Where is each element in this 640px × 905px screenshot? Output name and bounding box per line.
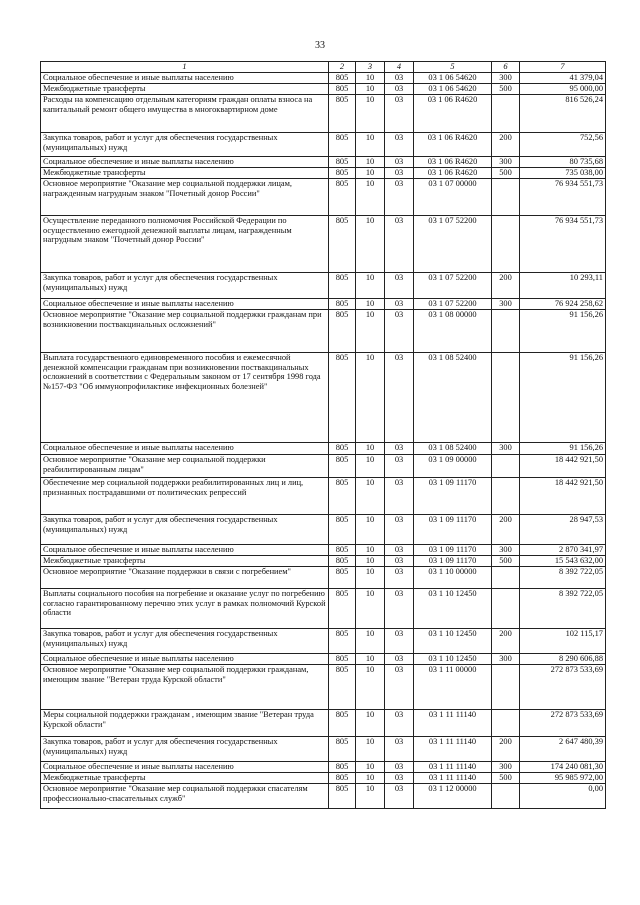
row-name: Межбюджетные трансферты (41, 168, 329, 179)
header-col-4: 4 (385, 62, 414, 73)
row-code-target: 03 1 06 54620 (414, 84, 492, 95)
row-code-section: 10 (356, 773, 385, 784)
row-code-expense-type (492, 95, 520, 133)
row-code-expense-type: 300 (492, 545, 520, 556)
table-row (41, 567, 606, 589)
row-code-admin: 805 (329, 353, 356, 443)
table-row (41, 589, 606, 629)
row-code-expense-type (492, 665, 520, 710)
row-code-target: 03 1 10 12450 (414, 589, 492, 629)
table-row (41, 762, 606, 773)
row-amount: 95 000,00 (520, 84, 606, 95)
row-code-expense-type: 300 (492, 443, 520, 455)
row-code-subsection: 03 (385, 310, 414, 353)
table-row (41, 353, 606, 443)
table-header-row (41, 62, 606, 73)
row-code-section: 10 (356, 443, 385, 455)
table-row (41, 310, 606, 353)
table-row (41, 216, 606, 273)
budget-table (40, 61, 606, 809)
row-code-subsection: 03 (385, 273, 414, 299)
row-amount: 8 290 606,88 (520, 654, 606, 665)
row-amount: 102 115,17 (520, 629, 606, 654)
table-row (41, 665, 606, 710)
table-row (41, 515, 606, 545)
row-code-subsection: 03 (385, 299, 414, 310)
row-code-expense-type: 200 (492, 737, 520, 762)
row-code-admin: 805 (329, 168, 356, 179)
row-code-expense-type: 300 (492, 762, 520, 773)
row-code-section: 10 (356, 710, 385, 737)
row-amount: 91 156,26 (520, 310, 606, 353)
row-name: Основное мероприятие "Оказание мер социальной поддержки гражданам, имеющим звание "Ветеран труда Курской области" (41, 665, 329, 710)
row-code-admin: 805 (329, 545, 356, 556)
row-code-expense-type: 500 (492, 168, 520, 179)
row-amount: 76 924 258,62 (520, 299, 606, 310)
table-row (41, 73, 606, 84)
row-code-section: 10 (356, 629, 385, 654)
page-number: 33 (315, 40, 325, 51)
row-code-target: 03 1 12 00000 (414, 784, 492, 809)
row-code-target: 03 1 09 11170 (414, 556, 492, 567)
row-code-subsection: 03 (385, 556, 414, 567)
row-code-target: 03 1 09 11170 (414, 545, 492, 556)
header-col-1: 1 (41, 62, 329, 73)
row-code-expense-type (492, 455, 520, 478)
row-code-section: 10 (356, 216, 385, 273)
table-row (41, 737, 606, 762)
row-code-target: 03 1 07 52200 (414, 273, 492, 299)
header-col-7: 7 (520, 62, 606, 73)
row-amount: 18 442 921,50 (520, 478, 606, 515)
row-code-target: 03 1 10 12450 (414, 654, 492, 665)
row-amount: 272 873 533,69 (520, 665, 606, 710)
row-code-expense-type: 200 (492, 515, 520, 545)
row-code-admin: 805 (329, 567, 356, 589)
row-code-expense-type (492, 710, 520, 737)
row-code-target: 03 1 11 11140 (414, 710, 492, 737)
row-code-subsection: 03 (385, 95, 414, 133)
row-amount: 10 293,11 (520, 273, 606, 299)
table-row (41, 84, 606, 95)
table-row (41, 133, 606, 157)
table-row (41, 157, 606, 168)
row-code-expense-type: 500 (492, 556, 520, 567)
row-name: Расходы на компенсацию отдельным категориям граждан оплаты взноса на капитальный ремонт общего имущества в многоквартирном доме (41, 95, 329, 133)
row-name: Осуществление переданного полномочия Российской Федерации по осуществлению ежегодной денежной выплаты лицам, награжденным нагрудным знаком "Почетный донор России" (41, 216, 329, 273)
row-code-target: 03 1 07 52200 (414, 216, 492, 273)
row-amount: 18 442 921,50 (520, 455, 606, 478)
row-code-section: 10 (356, 784, 385, 809)
row-code-subsection: 03 (385, 353, 414, 443)
row-code-admin: 805 (329, 710, 356, 737)
row-name: Меры социальной поддержки гражданам , имеющим звание "Ветеран труда Курской области" (41, 710, 329, 737)
row-code-section: 10 (356, 133, 385, 157)
row-amount: 272 873 533,69 (520, 710, 606, 737)
row-amount: 8 392 722,05 (520, 589, 606, 629)
row-code-subsection: 03 (385, 73, 414, 84)
row-code-admin: 805 (329, 95, 356, 133)
row-code-target: 03 1 10 00000 (414, 567, 492, 589)
row-name: Закупка товаров, работ и услуг для обеспечения государственных (муниципальных) нужд (41, 133, 329, 157)
row-code-target: 03 1 11 11140 (414, 762, 492, 773)
header-col-3: 3 (356, 62, 385, 73)
row-code-admin: 805 (329, 665, 356, 710)
row-code-admin: 805 (329, 556, 356, 567)
row-code-expense-type: 200 (492, 629, 520, 654)
row-code-expense-type: 200 (492, 133, 520, 157)
row-code-admin: 805 (329, 310, 356, 353)
row-name: Закупка товаров, работ и услуг для обеспечения государственных (муниципальных) нужд (41, 629, 329, 654)
row-code-target: 03 1 06 R4620 (414, 133, 492, 157)
row-code-subsection: 03 (385, 589, 414, 629)
table-row (41, 710, 606, 737)
row-code-subsection: 03 (385, 784, 414, 809)
row-code-target: 03 1 08 00000 (414, 310, 492, 353)
row-code-target: 03 1 06 R4620 (414, 95, 492, 133)
row-code-section: 10 (356, 168, 385, 179)
row-code-admin: 805 (329, 299, 356, 310)
row-code-target: 03 1 09 11170 (414, 478, 492, 515)
row-code-subsection: 03 (385, 133, 414, 157)
table-row (41, 773, 606, 784)
header-col-6: 6 (492, 62, 520, 73)
row-amount: 76 934 551,73 (520, 216, 606, 273)
row-name: Межбюджетные трансферты (41, 773, 329, 784)
row-code-subsection: 03 (385, 773, 414, 784)
row-code-section: 10 (356, 737, 385, 762)
row-code-expense-type (492, 216, 520, 273)
row-name: Социальное обеспечение и иные выплаты населению (41, 73, 329, 84)
row-code-expense-type (492, 310, 520, 353)
row-code-section: 10 (356, 95, 385, 133)
row-code-subsection: 03 (385, 168, 414, 179)
row-code-expense-type (492, 589, 520, 629)
row-name: Обеспечение мер социальной поддержки реабилитированных лиц и лиц, признанных пострадавшими от политических репрессий (41, 478, 329, 515)
row-code-section: 10 (356, 654, 385, 665)
table-row (41, 455, 606, 478)
row-amount: 95 985 972,00 (520, 773, 606, 784)
row-code-admin: 805 (329, 515, 356, 545)
row-code-section: 10 (356, 567, 385, 589)
row-name: Закупка товаров, работ и услуг для обеспечения государственных (муниципальных) нужд (41, 273, 329, 299)
row-code-admin: 805 (329, 654, 356, 665)
row-code-expense-type: 200 (492, 273, 520, 299)
row-code-subsection: 03 (385, 737, 414, 762)
row-code-section: 10 (356, 310, 385, 353)
row-code-admin: 805 (329, 84, 356, 95)
table-row (41, 545, 606, 556)
row-code-target: 03 1 11 11140 (414, 773, 492, 784)
row-amount: 28 947,53 (520, 515, 606, 545)
row-code-subsection: 03 (385, 762, 414, 773)
table-row (41, 179, 606, 216)
row-code-subsection: 03 (385, 455, 414, 478)
row-code-admin: 805 (329, 216, 356, 273)
row-code-admin: 805 (329, 273, 356, 299)
row-name: Закупка товаров, работ и услуг для обеспечения государственных (муниципальных) нужд (41, 515, 329, 545)
row-code-expense-type: 300 (492, 299, 520, 310)
row-code-section: 10 (356, 299, 385, 310)
row-amount: 752,56 (520, 133, 606, 157)
row-code-target: 03 1 08 52400 (414, 443, 492, 455)
row-code-subsection: 03 (385, 179, 414, 216)
row-code-subsection: 03 (385, 629, 414, 654)
header-col-2: 2 (329, 62, 356, 73)
row-name: Основное мероприятие "Оказание мер социальной поддержки реабилитированным лицам" (41, 455, 329, 478)
row-code-section: 10 (356, 762, 385, 773)
row-code-admin: 805 (329, 179, 356, 216)
row-code-section: 10 (356, 556, 385, 567)
row-code-target: 03 1 08 52400 (414, 353, 492, 443)
row-code-expense-type (492, 478, 520, 515)
row-name: Социальное обеспечение и иные выплаты населению (41, 443, 329, 455)
row-code-admin: 805 (329, 629, 356, 654)
row-code-subsection: 03 (385, 157, 414, 168)
row-code-target: 03 1 10 12450 (414, 629, 492, 654)
table-row (41, 784, 606, 809)
row-name: Межбюджетные трансферты (41, 84, 329, 95)
row-code-section: 10 (356, 455, 385, 478)
row-code-expense-type (492, 179, 520, 216)
row-code-expense-type: 300 (492, 654, 520, 665)
row-name: Выплата государственного единовременного пособия и ежемесячной денежной компенсации гражданам при возникновении поствакцинальных осложнений в соответствии с Федеральным законом от 17 сентября 1998 года №157-ФЗ "Об иммунопрофилактике инфекционных болезней" (41, 353, 329, 443)
row-code-section: 10 (356, 84, 385, 95)
table-row (41, 629, 606, 654)
row-code-subsection: 03 (385, 478, 414, 515)
table-row (41, 299, 606, 310)
row-amount: 76 934 551,73 (520, 179, 606, 216)
row-code-subsection: 03 (385, 84, 414, 95)
row-code-subsection: 03 (385, 654, 414, 665)
table-row (41, 273, 606, 299)
row-code-section: 10 (356, 73, 385, 84)
row-code-subsection: 03 (385, 710, 414, 737)
row-code-admin: 805 (329, 443, 356, 455)
row-code-admin: 805 (329, 73, 356, 84)
row-code-section: 10 (356, 515, 385, 545)
row-code-subsection: 03 (385, 216, 414, 273)
row-amount: 2 647 480,39 (520, 737, 606, 762)
row-code-target: 03 1 09 00000 (414, 455, 492, 478)
row-amount: 15 543 632,00 (520, 556, 606, 567)
row-code-admin: 805 (329, 737, 356, 762)
row-name: Основное мероприятие "Оказание мер социальной поддержки лицам, награжденным нагрудным знаком "Почетный донор России" (41, 179, 329, 216)
row-amount: 91 156,26 (520, 443, 606, 455)
row-code-section: 10 (356, 273, 385, 299)
row-code-section: 10 (356, 478, 385, 515)
row-code-admin: 805 (329, 157, 356, 168)
row-code-target: 03 1 07 52200 (414, 299, 492, 310)
row-code-expense-type (492, 784, 520, 809)
row-code-expense-type: 500 (492, 773, 520, 784)
table-row (41, 654, 606, 665)
row-code-admin: 805 (329, 762, 356, 773)
row-name: Основное мероприятие "Оказание мер социальной поддержки спасателям профессионально-спасательных служб" (41, 784, 329, 809)
row-name: Основное мероприятие "Оказание поддержки в связи с погребением" (41, 567, 329, 589)
row-name: Выплаты социального пособия на погребение и оказание услуг по погребению согласно гарантированному перечню этих услуг в рамках полномочий Курской области (41, 589, 329, 629)
row-amount: 8 392 722,05 (520, 567, 606, 589)
header-col-5: 5 (414, 62, 492, 73)
row-code-target: 03 1 11 00000 (414, 665, 492, 710)
row-code-expense-type: 300 (492, 73, 520, 84)
row-name: Социальное обеспечение и иные выплаты населению (41, 157, 329, 168)
row-code-target: 03 1 11 11140 (414, 737, 492, 762)
row-code-admin: 805 (329, 478, 356, 515)
table-row (41, 168, 606, 179)
row-code-section: 10 (356, 179, 385, 216)
row-amount: 0,00 (520, 784, 606, 809)
row-code-expense-type: 300 (492, 157, 520, 168)
row-name: Социальное обеспечение и иные выплаты населению (41, 545, 329, 556)
row-code-section: 10 (356, 545, 385, 556)
row-code-expense-type (492, 567, 520, 589)
table-row (41, 556, 606, 567)
row-amount: 816 526,24 (520, 95, 606, 133)
row-code-target: 03 1 06 54620 (414, 73, 492, 84)
row-code-target: 03 1 09 11170 (414, 515, 492, 545)
row-amount: 41 379,04 (520, 73, 606, 84)
row-name: Социальное обеспечение и иные выплаты населению (41, 299, 329, 310)
row-name: Социальное обеспечение и иные выплаты населению (41, 762, 329, 773)
row-name: Основное мероприятие "Оказание мер социальной поддержки гражданам при возникновении поствакцинальных осложнений" (41, 310, 329, 353)
row-code-admin: 805 (329, 133, 356, 157)
row-amount: 91 156,26 (520, 353, 606, 443)
table-row (41, 95, 606, 133)
row-code-target: 03 1 07 00000 (414, 179, 492, 216)
row-code-section: 10 (356, 353, 385, 443)
table-row (41, 478, 606, 515)
row-code-target: 03 1 06 R4620 (414, 157, 492, 168)
row-code-subsection: 03 (385, 545, 414, 556)
row-code-expense-type (492, 353, 520, 443)
row-code-expense-type: 500 (492, 84, 520, 95)
row-code-target: 03 1 06 R4620 (414, 168, 492, 179)
row-amount: 80 735,68 (520, 157, 606, 168)
row-code-admin: 805 (329, 589, 356, 629)
row-name: Социальное обеспечение и иные выплаты населению (41, 654, 329, 665)
row-code-subsection: 03 (385, 567, 414, 589)
row-name: Межбюджетные трансферты (41, 556, 329, 567)
row-code-subsection: 03 (385, 443, 414, 455)
row-code-subsection: 03 (385, 515, 414, 545)
row-code-admin: 805 (329, 455, 356, 478)
table-row (41, 443, 606, 455)
row-amount: 174 240 081,30 (520, 762, 606, 773)
row-amount: 735 038,00 (520, 168, 606, 179)
row-amount: 2 870 341,97 (520, 545, 606, 556)
row-code-admin: 805 (329, 784, 356, 809)
row-name: Закупка товаров, работ и услуг для обеспечения государственных (муниципальных) нужд (41, 737, 329, 762)
row-code-section: 10 (356, 157, 385, 168)
row-code-section: 10 (356, 589, 385, 629)
row-code-subsection: 03 (385, 665, 414, 710)
row-code-admin: 805 (329, 773, 356, 784)
row-code-section: 10 (356, 665, 385, 710)
